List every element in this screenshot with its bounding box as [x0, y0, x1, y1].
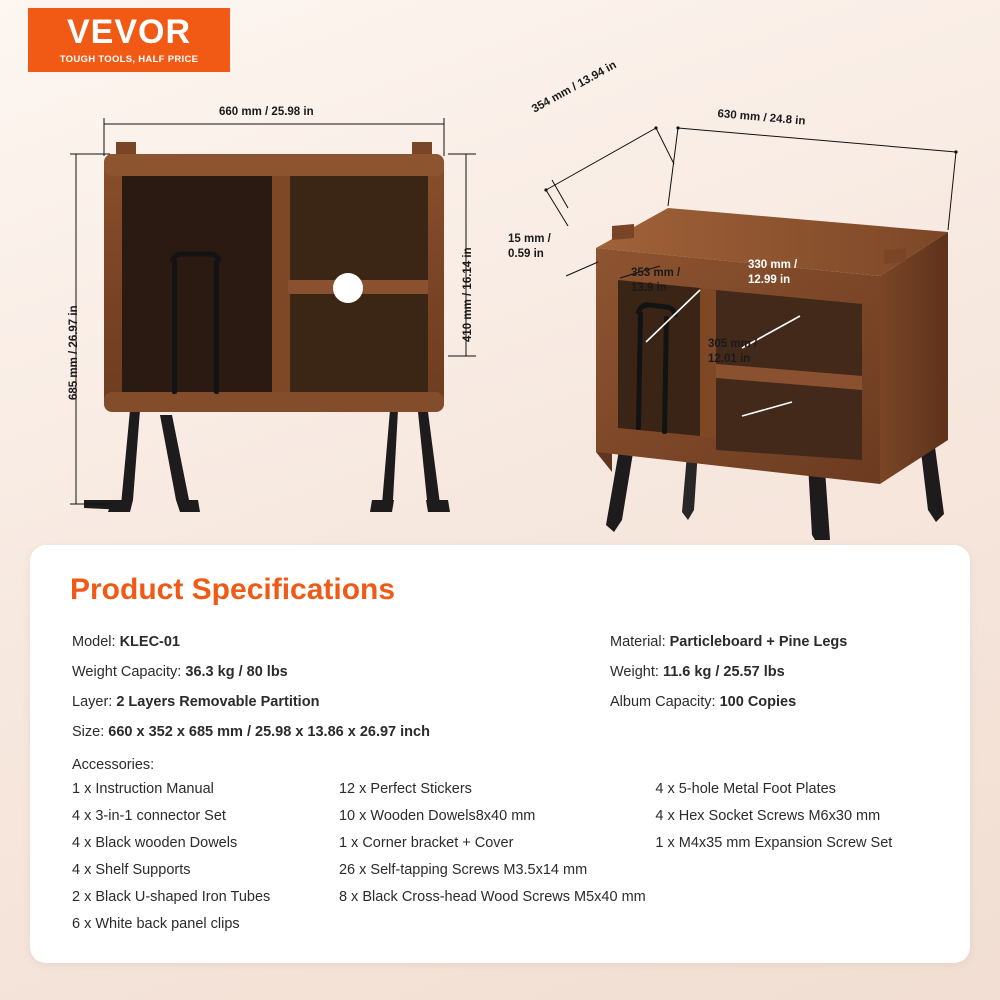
spec-row: [72, 633, 612, 653]
front-view-leg-feet: [108, 500, 450, 512]
spec-row: [610, 663, 970, 683]
list-item: 2 x Black U-shaped Iron Tubes: [72, 889, 271, 905]
front-view-cabinet: [104, 142, 444, 412]
list-item: 8 x Black Cross-head Wood Screws M5x40 mm: [338, 889, 646, 905]
spec-value: 100 Copies: [719, 694, 797, 711]
vevor-logo: [28, 8, 230, 72]
list-item: 1 x Corner bracket + Cover: [338, 835, 514, 851]
spec-row: [610, 693, 970, 713]
list-item: 4 x 5-hole Metal Foot Plates: [655, 781, 836, 797]
spec-key: Weight Capacity:: [72, 664, 182, 681]
list-item: 4 x Shelf Supports: [72, 862, 191, 878]
spec-value: Particleboard + Pine Legs: [669, 634, 848, 650]
list-item: 10 x Wooden Dowels8x40 mm: [338, 808, 536, 824]
brand-tagline: TOUGH TOOLS, HALF PRICE: [59, 54, 199, 65]
spec-value: KLEC-01: [119, 634, 180, 650]
spec-row: [610, 633, 970, 653]
list-item: 1 x Instruction Manual: [72, 781, 214, 797]
inner-lower-right-label: 305 mm / 12.01 in: [708, 338, 758, 365]
front-view-legs: [84, 410, 440, 510]
accessories-columns: [72, 781, 952, 943]
accessories-label: Accessories:: [72, 757, 155, 773]
spec-row: [72, 693, 612, 713]
spec-key: Size:: [72, 724, 105, 741]
front-width-label: 660 mm / 25.98 in: [219, 106, 314, 118]
dimension-ticks: [544, 126, 957, 191]
spec-column-right: [610, 633, 970, 723]
spec-key: Model:: [72, 634, 116, 650]
front-total-height-label: 685 mm / 26.97 in: [68, 305, 80, 400]
accessories-column-3: [655, 781, 952, 943]
spec-row: [72, 663, 612, 683]
accessories-column-2: [339, 781, 655, 943]
front-body-height-label: 410 mm / 16.14 in: [462, 247, 474, 342]
brand-name: VEVOR: [66, 13, 192, 51]
list-item: 4 x Black wooden Dowels: [72, 835, 238, 851]
spec-value: 11.6 kg / 25.57 lbs: [662, 664, 785, 681]
list-item: 6 x White back panel clips: [72, 916, 240, 932]
spec-title: Product Specifications: [70, 573, 396, 606]
inner-left-width-label: 353 mm / 13.9 in: [631, 267, 681, 294]
list-item: 12 x Perfect Stickers: [338, 781, 472, 797]
spec-value: 36.3 kg / 80 lbs: [185, 664, 288, 681]
spec-key: Layer:: [72, 694, 113, 711]
dimension-drawing-svg: [0, 80, 1000, 540]
spec-value: 660 x 352 x 685 mm / 25.98 x 13.86 x 26.97 inch: [108, 724, 430, 741]
product-specifications-card: [30, 545, 970, 963]
spec-key: Weight:: [610, 664, 659, 681]
spec-row: [72, 723, 612, 743]
spec-key: Material:: [610, 634, 666, 650]
spec-key: Album Capacity:: [610, 694, 716, 711]
list-item: 1 x M4x35 mm Expansion Screw Set: [655, 835, 893, 851]
list-item: 26 x Self-tapping Screws M3.5x14 mm: [338, 862, 588, 878]
angled-width-label: 630 mm / 24.8 in: [716, 108, 806, 128]
inner-upper-right-label: 330 mm / 12.99 in: [748, 259, 798, 286]
spec-value: 2 Layers Removable Partition: [116, 694, 320, 711]
accessories-column-1: [72, 781, 339, 943]
panel-thickness-label: 15 mm / 0.59 in: [508, 233, 551, 260]
list-item: 4 x Hex Socket Screws M6x30 mm: [655, 808, 881, 824]
spec-column-left: [72, 633, 612, 753]
angled-depth-label: 354 mm / 13.94 in: [530, 59, 619, 116]
list-item: 4 x 3-in-1 connector Set: [72, 808, 226, 824]
